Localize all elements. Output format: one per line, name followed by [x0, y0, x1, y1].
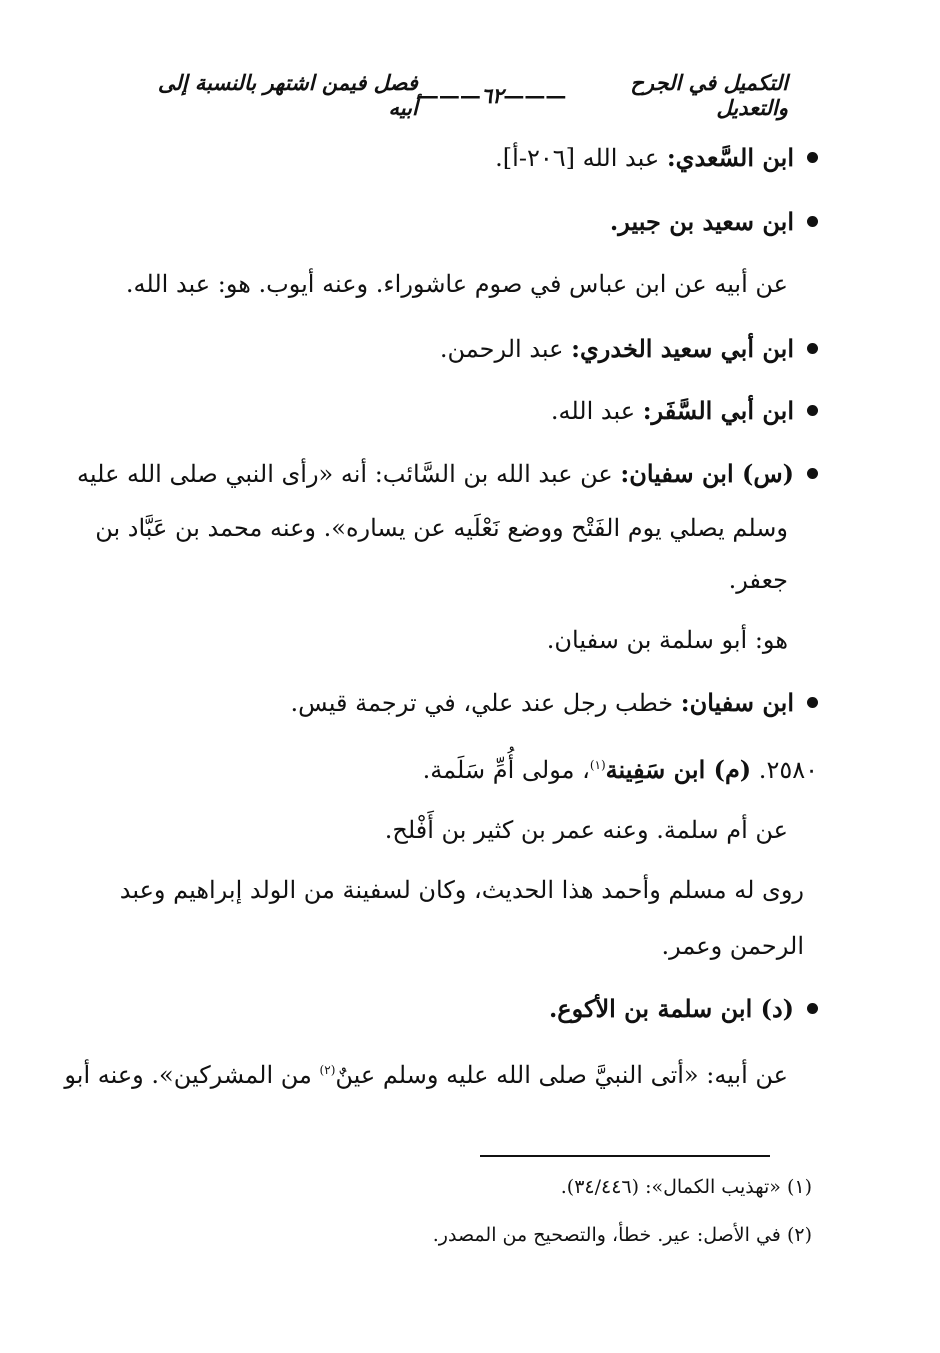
- footnote-ref: (١): [589, 758, 606, 772]
- entry-text: ، مولى أُمِّ سَلَمة.: [422, 756, 590, 784]
- entry-text: الرحمن وعمر.: [661, 932, 804, 960]
- entry-line: [95, 508, 788, 548]
- bullet-icon: [807, 343, 818, 354]
- footnote-marker: (١): [786, 1176, 812, 1198]
- entry-text: عن أم سلمة. وعنه عمر بن كثير بن أَفْلح.: [384, 816, 788, 844]
- entry-name: ابن أبي السَّفَر:: [642, 396, 794, 425]
- entry-name: ابن أبي سعيد الخدري:: [571, 334, 794, 363]
- entry-text: عبد الله.: [550, 397, 643, 425]
- entry-text: عبد الله [٢٠٦-أ].: [495, 144, 667, 172]
- entry-text: عن أبيه: «أتى النبيَّ صلى الله عليه وسلم عينٌ: [335, 1061, 788, 1089]
- bullet-icon: [807, 152, 818, 163]
- entry-line: [495, 138, 794, 178]
- header-separator: ———: [417, 82, 481, 108]
- bullet-icon: [807, 216, 818, 227]
- entry-line: [291, 683, 794, 723]
- entry-text: عن عبد الله بن السَّائب: أنه «رأى النبي صلى الله عليه: [77, 460, 621, 488]
- entry-line: [549, 989, 794, 1029]
- entry-line: [423, 745, 818, 790]
- entry-line: [662, 926, 805, 966]
- footnote-text: «تهذيب الكمال»: (٣٤/٤٤٦).: [560, 1176, 781, 1198]
- footnote: [433, 1220, 812, 1250]
- entry-line: [547, 620, 788, 660]
- entry-line: [551, 391, 794, 431]
- entry-name: ابن السَّعدي:: [666, 143, 794, 172]
- footnote-marker: (٢): [786, 1224, 812, 1246]
- footnote-divider: [480, 1155, 770, 1157]
- entry-name: (س) ابن سفيان:: [620, 459, 794, 488]
- entry-number: ٢٥٨٠.: [758, 756, 818, 784]
- entry-name: (د) ابن سلمة بن الأكوع.: [548, 994, 794, 1023]
- entry-name: ابن سعيد بن جبير.: [609, 207, 794, 236]
- footnote-ref: (٢): [319, 1063, 336, 1077]
- entry-line: [440, 329, 794, 369]
- book-title: التكميل في الجرح والتعديل: [630, 70, 788, 120]
- entry-line: [64, 1050, 788, 1095]
- entry-text: جعفر.: [728, 566, 788, 594]
- entry-text: عن أبيه عن ابن عباس في صوم عاشوراء. وعنه أيوب. هو: عبد الله.: [125, 270, 788, 298]
- entry-text: هو: أبو سلمة بن سفيان.: [546, 626, 788, 654]
- entry-text: من المشركين». وعنه أبو: [64, 1061, 320, 1089]
- entry-line: [729, 560, 788, 600]
- footnote-text: في الأصل: عير. خطأ، والتصحيح من المصدر.: [432, 1224, 781, 1246]
- entry-name: (م) ابن سَفِينة: [605, 755, 752, 784]
- entry-line: [610, 202, 794, 242]
- entry-text: خطب رجل عند علي، في ترجمة قيس.: [290, 689, 681, 717]
- bullet-icon: [807, 468, 818, 479]
- page-number: ٦٢: [480, 82, 504, 108]
- header-separator: ———: [503, 82, 567, 108]
- entry-line: [120, 870, 804, 910]
- entry-text: وسلم يصلي يوم الفَتْح ووضع نَعْلَيه عن يساره». وعنه محمد بن عَبَّاد بن: [95, 514, 788, 542]
- bullet-icon: [807, 1003, 818, 1014]
- entry-name: ابن سفيان:: [680, 688, 794, 717]
- bullet-icon: [807, 405, 818, 416]
- running-header: [140, 70, 788, 120]
- entry-line: [126, 264, 788, 304]
- entry-line: [385, 810, 788, 850]
- footnote: [561, 1172, 812, 1202]
- section-title: فصل فيمن اشتهر بالنسبة إلى أبيه: [157, 70, 418, 120]
- entry-text: روى له مسلم وأحمد هذا الحديث، وكان لسفينة من الولد إبراهيم وعبد: [119, 876, 804, 904]
- entry-text: عبد الرحمن.: [439, 335, 572, 363]
- entry-line: [77, 454, 794, 494]
- bullet-icon: [807, 697, 818, 708]
